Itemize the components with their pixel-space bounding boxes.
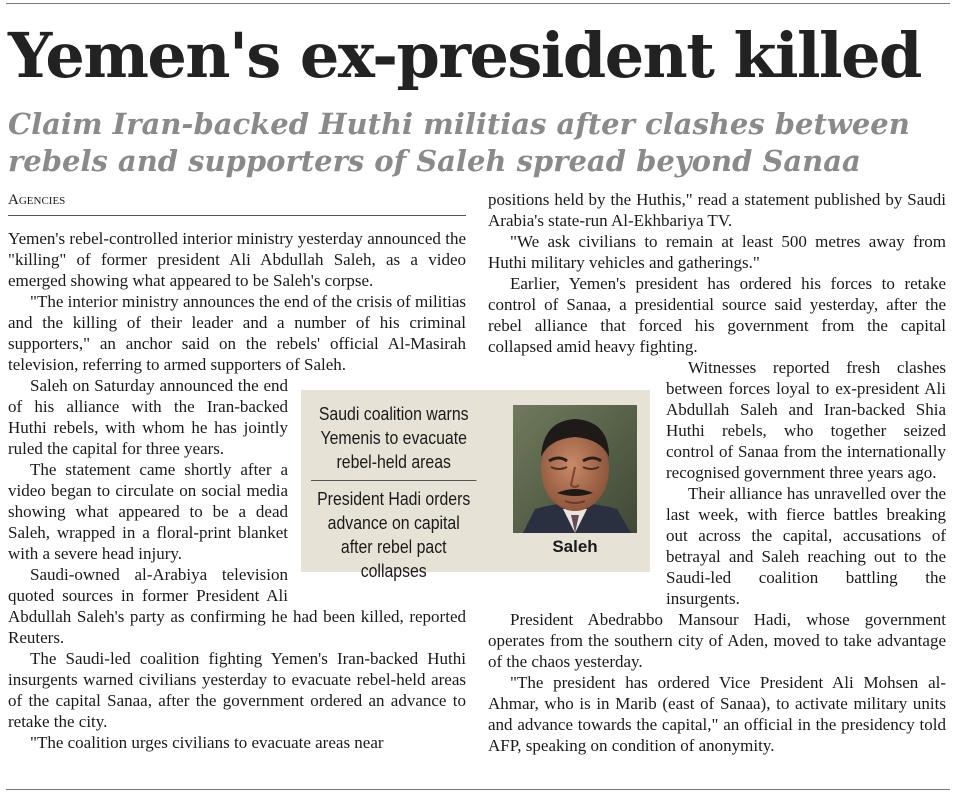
paragraph: Earlier, Yemen's president has ordered his forces to retake control of Sanaa, a presidential source said yesterday, after the rebel alliance that forced his government from the capital collapsed amid heavy fighting. [488, 274, 946, 356]
paragraph: Yemen's rebel-controlled interior ministry yesterday announced the "killing" of former president Ali Abdullah Saleh, as a video emerged showing what appeared to be Saleh's corpse. [8, 229, 466, 290]
saleh-photo [513, 405, 637, 533]
paragraph: Saleh on Saturday announced the end of his alliance with the Iran-backed Huthi rebels, with whom he has jointly ruled the capital for three years. [8, 376, 288, 458]
related-stories-list [311, 402, 476, 583]
deck-subheadline [8, 106, 908, 180]
paragraph: Their alliance has unravelled over the last week, with fierce battles breaking out across the capital, accusations of betrayal and Saleh reaching out to the Saudi-led coalition battling the insurgents. [666, 484, 946, 608]
deck-line-1: Claim Iran-backed Huthi militias after clashes between [8, 107, 910, 141]
paragraph: "We ask civilians to remain at least 500 metres away from Huthi military vehicles and gatherings." [488, 232, 946, 272]
deck-line-2: rebels and supporters of Saleh spread beyond Sanaa [8, 144, 861, 178]
related-story-2[interactable]: President Hadi orders advance on capital after rebel pact collapses [317, 489, 471, 581]
paragraph: The statement came shortly after a video began to circulate on social media showing what appeared to be a dead Saleh, wrapped in a floral-print blanket with a severe head injury. [8, 460, 288, 563]
divider [311, 480, 476, 481]
paragraph: Witnesses reported fresh clashes between forces loyal to ex-president Ali Abdullah Saleh and Iran-backed Shia Huthi rebels, who together seized control of Sanaa from the internationally recognised government three years ago. [666, 358, 946, 482]
paragraph: "The president has ordered Vice President Ali Mohsen al-Ahmar, who is in Marib (east of Sanaa), to activate military units and advance towards the capital," an official in the presidency told AFP, speaking on condition of anonymity. [488, 673, 946, 755]
paragraph: "The interior ministry announces the end of the crisis of militias and the killing of their leader and a number of his criminal supporters," an anchor said on the rebels' official Al-Masirah television, referring to armed supporters of Saleh. [8, 292, 466, 374]
related-stories-box [301, 390, 650, 581]
related-story-1[interactable]: Saudi coalition warns Yemenis to evacuate rebel-held areas [318, 404, 469, 472]
byline: Agencies [8, 192, 466, 216]
headline: Yemen's ex-president killed [8, 19, 921, 92]
paragraph: "The coalition urges civilians to evacuate areas near [30, 733, 384, 752]
photo-caption: Saleh [552, 537, 598, 556]
paragraph: President Abedrabbo Mansour Hadi, whose government operates from the southern city of Aden, moved to take advantage of the chaos yesterday. [488, 610, 946, 671]
paragraph: The Saudi-led coalition fighting Yemen's Iran-backed Huthi insurgents warned civilians yesterday to evacuate rebel-held areas of the capital Sanaa, after the government ordered an advance to retake the city. [8, 649, 466, 731]
bottom-rule [6, 789, 950, 790]
portrait-image [513, 405, 637, 533]
paragraph: Saudi-owned al-Arabiya television quoted sources in former President Ali Abdullah Saleh's party as confirming he had been killed, reported Reuters. [8, 565, 466, 647]
paragraph: positions held by the Huthis," read a statement published by Saudi Arabia's state-run Al-Ekhbariya TV. [488, 190, 946, 230]
top-rule [6, 3, 950, 4]
